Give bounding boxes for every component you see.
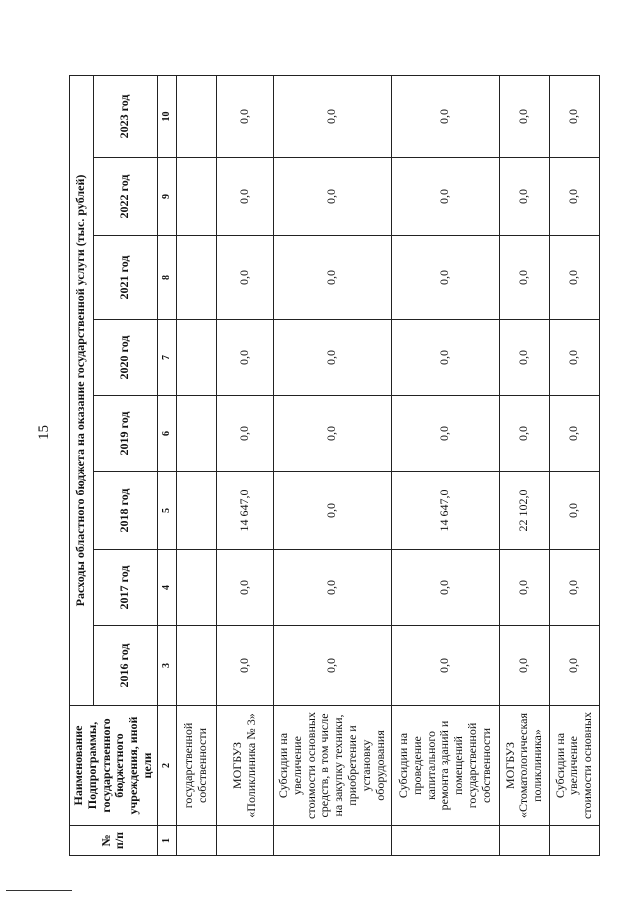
row-name: Субсидии на увеличение стоимости основных <box>549 706 599 826</box>
table-row <box>499 75 549 855</box>
header-year: 2017 год <box>93 550 157 626</box>
col-index: 5 <box>157 472 176 550</box>
row-name: МОГБУЗ «Стоматологическая поликлиника» <box>499 706 549 826</box>
row-value <box>176 75 216 157</box>
row-num <box>176 826 216 856</box>
row-num <box>273 826 391 856</box>
row-value <box>176 236 216 320</box>
row-num <box>391 826 499 856</box>
row-value: 0,0 <box>499 75 549 157</box>
row-value: 0,0 <box>549 158 599 236</box>
row-value <box>176 158 216 236</box>
row-value: 0,0 <box>391 236 499 320</box>
rotated-table-container <box>69 76 595 856</box>
row-name: Субсидии на увеличение стоимости основных средств, в том числе на закупку техники, приобретение и установку оборудования <box>273 706 391 826</box>
row-value <box>176 472 216 550</box>
column-index-row <box>157 75 176 855</box>
row-value <box>176 320 216 396</box>
row-value: 0,0 <box>549 236 599 320</box>
col-index: 6 <box>157 396 176 472</box>
row-value: 0,0 <box>391 396 499 472</box>
row-value: 0,0 <box>216 320 273 396</box>
row-value: 14 647,0 <box>391 472 499 550</box>
row-value: 0,0 <box>391 158 499 236</box>
row-value: 0,0 <box>273 472 391 550</box>
col-index: 9 <box>157 158 176 236</box>
header-year: 2023 год <box>93 75 157 157</box>
row-value: 0,0 <box>499 626 549 706</box>
header-name: Наименование Подпрограммы, государственного бюджетного учреждения, иной цели <box>70 706 158 826</box>
row-value: 0,0 <box>391 550 499 626</box>
row-value: 0,0 <box>216 236 273 320</box>
table-row <box>176 75 216 855</box>
header-year: 2016 год <box>93 626 157 706</box>
row-num <box>549 826 599 856</box>
row-value: 0,0 <box>549 396 599 472</box>
row-value: 0,0 <box>216 75 273 157</box>
table-row <box>216 75 273 855</box>
row-value: 0,0 <box>391 626 499 706</box>
row-value: 0,0 <box>549 472 599 550</box>
row-value: 0,0 <box>499 396 549 472</box>
row-value: 0,0 <box>499 550 549 626</box>
header-expenses-group: Расходы областного бюджета на оказание государственной услуги (тыс. рублей) <box>70 75 94 705</box>
row-value: 0,0 <box>216 158 273 236</box>
row-value: 0,0 <box>273 626 391 706</box>
header-year: 2022 год <box>93 158 157 236</box>
row-name: Субсидии на проведение капитального ремонта зданий и помещений государственной собственности <box>391 706 499 826</box>
row-value: 0,0 <box>216 626 273 706</box>
row-num <box>216 826 273 856</box>
row-value: 0,0 <box>391 75 499 157</box>
row-value: 0,0 <box>216 550 273 626</box>
row-value: 0,0 <box>549 550 599 626</box>
col-index: 2 <box>157 706 176 826</box>
row-value: 0,0 <box>216 396 273 472</box>
col-index: 3 <box>157 626 176 706</box>
col-index: 7 <box>157 320 176 396</box>
page-number: 15 <box>36 425 52 440</box>
row-value: 0,0 <box>391 320 499 396</box>
row-value: 22 102,0 <box>499 472 549 550</box>
row-num <box>499 826 549 856</box>
header-num: № п/п <box>70 826 158 856</box>
row-value: 0,0 <box>273 550 391 626</box>
row-value <box>176 550 216 626</box>
row-value: 0,0 <box>273 158 391 236</box>
expenses-table <box>69 75 600 856</box>
row-value: 0,0 <box>273 236 391 320</box>
row-value: 0,0 <box>273 75 391 157</box>
header-year: 2018 год <box>93 472 157 550</box>
row-value <box>176 396 216 472</box>
row-value: 0,0 <box>273 320 391 396</box>
header-year: 2021 год <box>93 236 157 320</box>
row-value: 0,0 <box>549 75 599 157</box>
table-row <box>549 75 599 855</box>
footer-divider <box>6 890 72 891</box>
row-value: 0,0 <box>549 320 599 396</box>
row-value: 0,0 <box>499 320 549 396</box>
header-year: 2019 год <box>93 396 157 472</box>
row-value: 0,0 <box>549 626 599 706</box>
header-year: 2020 год <box>93 320 157 396</box>
col-index: 4 <box>157 550 176 626</box>
row-value: 0,0 <box>273 396 391 472</box>
row-value: 0,0 <box>499 236 549 320</box>
col-index: 1 <box>157 826 176 856</box>
col-index: 10 <box>157 75 176 157</box>
row-name: МОГБУЗ «Поликлиника № 3» <box>216 706 273 826</box>
row-value <box>176 626 216 706</box>
row-value: 14 647,0 <box>216 472 273 550</box>
row-name: государственной собственности <box>176 706 216 826</box>
table-row <box>391 75 499 855</box>
table-row <box>273 75 391 855</box>
col-index: 8 <box>157 236 176 320</box>
row-value: 0,0 <box>499 158 549 236</box>
